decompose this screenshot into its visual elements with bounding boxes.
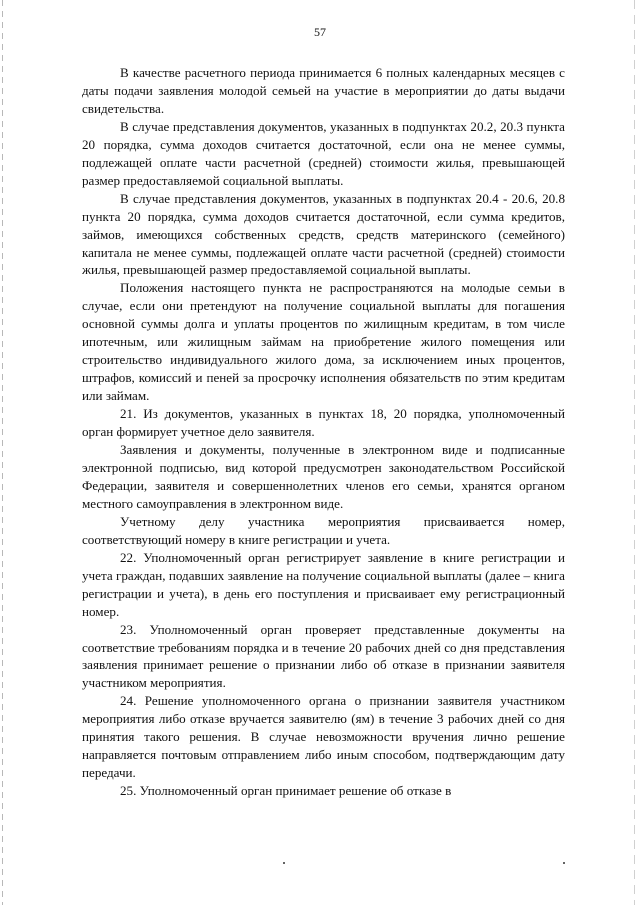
- paragraph-electronic-documents: Заявления и документы, полученные в электронном виде и подписанные электронной подписью, вид которой предусмотрен законодательством Российской Федерации, заявителя и совершеннолетних членов его семьи, хранятся органом местного самоуправления в электронном виде.: [82, 442, 565, 511]
- paragraph-case-number: Учетному делу участника мероприятия присваивается номер, соответствующий номеру в книге регистрации и учета.: [82, 513, 565, 547]
- paragraph-item-25: 25. Уполномоченный орган принимает решение об отказе в: [120, 783, 452, 799]
- paragraph-item-23: 23. Уполномоченный орган проверяет представленные документы на соответствие требованиям порядка и в течение 20 рабочих дней со дня представления заявления принимает решение о признании либо об отказе в признании заявителя участником мероприятия.: [82, 621, 565, 691]
- paragraph-item-24: 24. Решение уполномоченного органа о признании заявителя участником мероприятия либо отказе вручается заявителю (ям) в течение 3 рабочих дней со дня принятия такого решения. В случае невозможности вручения лично решение направляется почтовым отправлением либо иным способом, подтверждающим дату передачи.: [82, 693, 565, 781]
- paragraph-calculation-period: В качестве расчетного периода принимается 6 полных календарных месяцев с даты подачи заявления молодой семьей на участие в мероприятии до даты выдачи свидетельства.: [82, 65, 565, 116]
- paragraph-exceptions: Положения настоящего пункта не распространяются на молодые семьи в случае, если они претендуют на получение социальной выплаты для погашения основной суммы долга и уплаты процентов по жилищным кредитам, в том числе ипотечным, или жилищным займам на приобретение жилого помещения или строительство индивидуального жилого дома, за исключением иных процентов, штрафов, комиссий и пеней за просрочку исполнения обязательств по этим кредитам или займам.: [82, 280, 565, 404]
- paragraph-item-22: 22. Уполномоченный орган регистрирует заявление в книге регистрации и учета граждан, подавших заявление на получение социальной выплаты (далее – книга регистрации и учета), в день его поступления и присваивает ему регистрационный номер.: [82, 549, 565, 619]
- paragraph-item-21: 21. Из документов, указанных в пунктах 18, 20 порядка, уполномоченный орган формирует учетное дело заявителя.: [82, 406, 565, 440]
- document-body: [82, 64, 565, 800]
- paragraph-documents-20-2: В случае представления документов, указанных в подпунктах 20.2, 20.3 пункта 20 порядка, сумма доходов считается достаточной, если она не менее суммы, подлежащей оплате части расчетной (средней) стоимости жилья, превышающей размер предоставляемой социальной выплаты.: [82, 118, 565, 188]
- page-number: 57: [314, 25, 326, 39]
- paragraph-documents-20-4: В случае представления документов, указанных в подпунктах 20.4 - 20.6, 20.8 пункта 20 порядка, сумма доходов считается достаточной, если сумма кредитов, займов, имеющихся собственных средств, средств материнского (семейного) капитала не менее суммы, подлежащей оплате части расчетной (средней) стоимости жилья, превышающей размер предоставляемой социальной выплаты.: [82, 190, 565, 278]
- scan-edge-right: [634, 0, 635, 905]
- scan-edge-left: [2, 0, 3, 905]
- scan-speck: [563, 862, 565, 864]
- scan-speck: [283, 862, 285, 864]
